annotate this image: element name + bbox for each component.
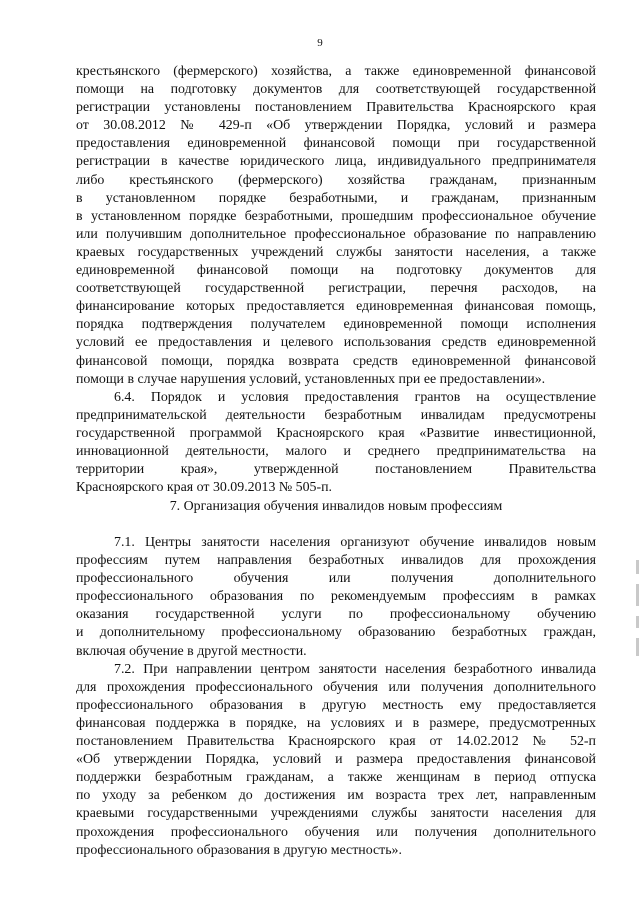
text-line: территории края», утвержденной постановлением Правительства — [76, 462, 596, 478]
text-line: для прохождения профессионального обучения или получения дополнительного — [76, 679, 596, 695]
text-line: финансовой помощи, порядка возврата средств единовременной финансовой — [76, 353, 596, 369]
text-line: профессионального обучения или получения дополнительного — [76, 571, 596, 587]
text-line: в установленном порядке безработными, прошедшим профессиональное обучение — [76, 208, 596, 224]
text-line: включая обучение в другой местности. — [76, 643, 307, 659]
section-heading: 7. Организация обучения инвалидов новым профессиям — [169, 499, 503, 514]
page-number: 9 — [317, 37, 323, 49]
text-line: в установленном порядке безработными, и гражданам, признанным — [76, 190, 596, 206]
body-text-block-2 — [76, 534, 596, 860]
text-line: государственной программой Красноярского края «Развитие инвестиционной, — [76, 425, 596, 441]
text-line: либо крестьянского (фермерского) хозяйства гражданам, признанным — [76, 172, 596, 188]
text-line: регистрации установлены постановлением Правительства Красноярского края — [76, 100, 596, 116]
text-line: или получившим дополнительное профессиональное образование по направлению — [76, 226, 596, 242]
text-line: помощи в случае нарушения условий, установленных при ее предоставлении». — [76, 371, 546, 387]
text-line: инновационной деятельности, малого и среднего предпринимательства на — [76, 443, 596, 459]
text-line: финансовая поддержка в порядке, на условиях и в размере, предусмотренных — [76, 715, 596, 731]
text-line: помощи на подготовку документов для соответствующей государственной — [76, 82, 596, 98]
text-line: регистрации в качестве юридического лица, индивидуального предпринимателя — [76, 154, 596, 170]
text-line: профессиям путем направления безработных инвалидов для прохождения — [76, 553, 596, 569]
text-line: профессионального образования в другую местность». — [76, 842, 402, 858]
text-line: финансирование которых предоставляется единовременная финансовая помощь, — [76, 299, 596, 315]
text-line: порядка подтверждения получателем единовременной помощи исполнения — [76, 317, 596, 333]
paragraph-first-line: 6.4. Порядок и условия предоставления грантов на осуществление — [114, 389, 596, 405]
paragraph-first-line: 7.2. При направлении центром занятости населения безработного инвалида — [114, 661, 596, 677]
text-line: профессионального образования по рекомендуемым профессиям в рамках — [76, 589, 596, 605]
body-text-block-1 — [76, 63, 596, 497]
scan-edge-marks — [634, 560, 640, 670]
text-line: краевыми государственными учреждениями службы занятости населения для — [76, 806, 596, 822]
text-line: по уходу за ребенком до достижения им возраста трех лет, направленным — [76, 788, 596, 804]
text-line: прохождения профессионального обучения или получения дополнительного — [76, 824, 596, 840]
text-line: поддержки безработным гражданам, а также женщинам в период отпуска — [76, 770, 596, 786]
text-line: краевых государственных учреждений службы занятости населения, а также — [76, 244, 596, 260]
text-line: условий ее предоставления и целевого использования средств единовременной — [76, 335, 596, 351]
paragraph-first-line: 7.1. Центры занятости населения организуют обучение инвалидов новым — [114, 535, 596, 550]
text-line: оказания государственной услуги по профессиональному обучению — [76, 607, 596, 623]
text-line: профессионального образования в другую местность ему предоставляется — [76, 697, 596, 713]
text-line: предпринимательской деятельности безработным инвалидам предусмотрены — [76, 407, 596, 423]
text-line: единовременной финансовой помощи на подготовку документов для — [76, 263, 596, 279]
text-line: от 30.08.2012 № 429-п «Об утверждении Порядка, условий и размера — [76, 118, 596, 134]
text-line: «Об утверждении Порядка, условий и размера предоставления финансовой — [76, 752, 596, 768]
text-line: и дополнительному профессиональному образованию безработных граждан, — [76, 625, 596, 641]
text-line: крестьянского (фермерского) хозяйства, а также единовременной финансовой — [76, 64, 596, 79]
text-line: соответствующей государственной регистрации, перечня расходов, на — [76, 281, 596, 297]
text-line: Красноярского края от 30.09.2013 № 505-п. — [76, 480, 333, 496]
text-line: постановлением Правительства Красноярского края от 14.02.2012 № 52-п — [76, 734, 596, 750]
text-line: предоставления единовременной финансовой помощи при государственной — [76, 136, 596, 152]
